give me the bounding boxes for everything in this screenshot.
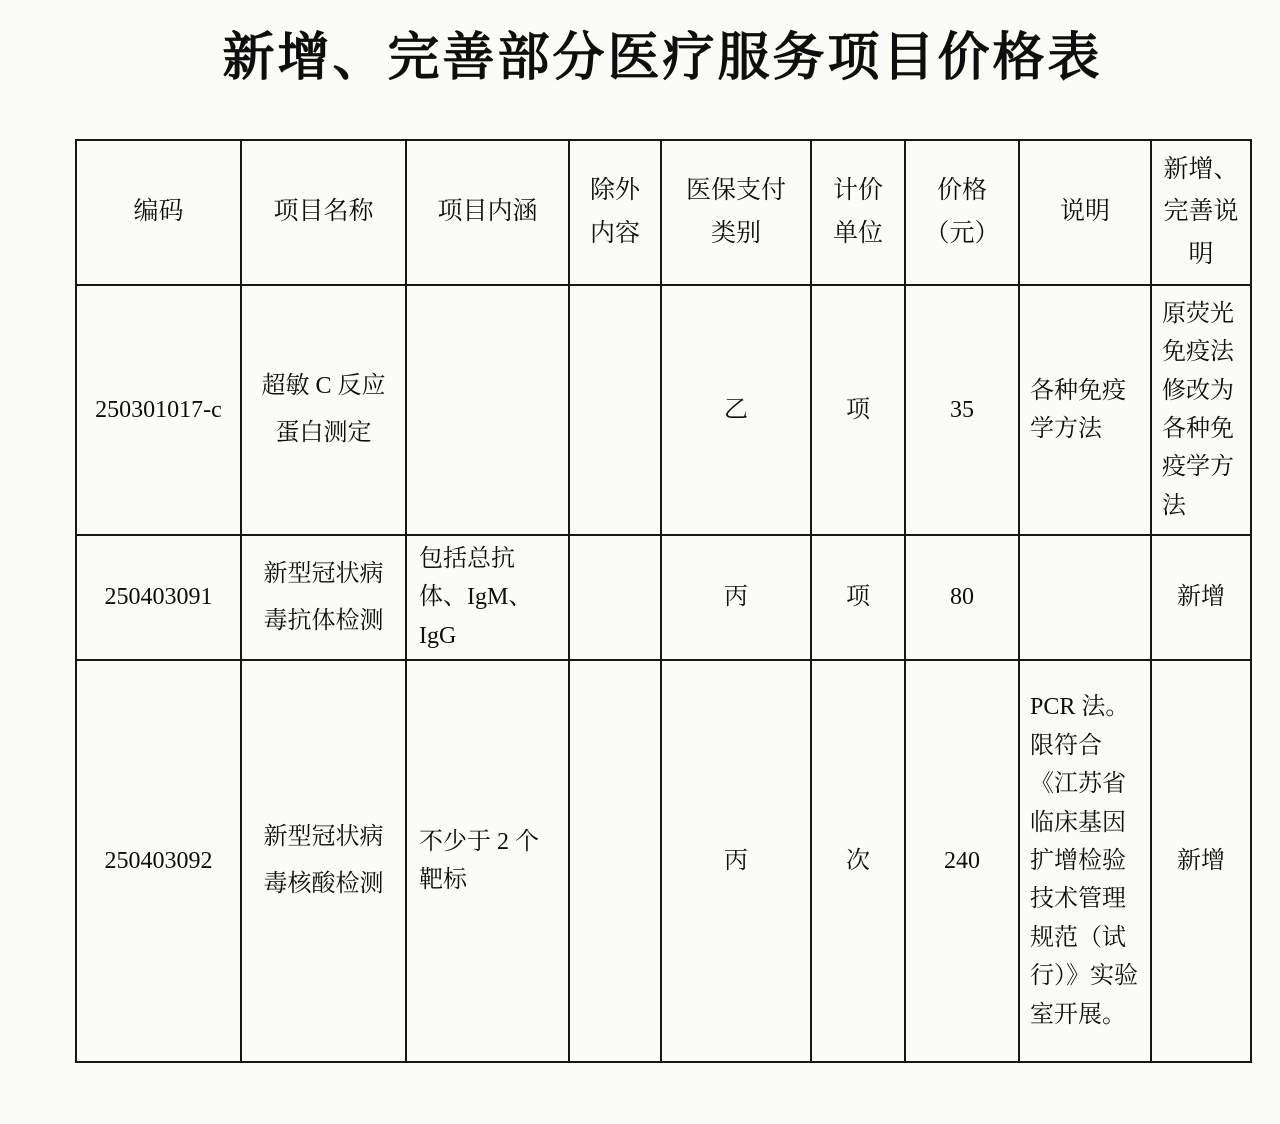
table-header-row [76, 140, 1251, 285]
cell-item-name: 新型冠状病毒抗体检测 [241, 535, 406, 660]
cell-pricing-unit: 项 [811, 285, 905, 535]
table-row [76, 285, 1251, 535]
cell-insurance-category: 乙 [661, 285, 811, 535]
cell-code: 250403092 [76, 660, 241, 1062]
cell-change-notes: 新增 [1151, 660, 1251, 1062]
cell-notes: PCR 法。限符合《江苏省临床基因扩增检验技术管理规范（试行）》实验室开展。 [1019, 660, 1151, 1062]
header-item-name: 项目名称 [241, 140, 406, 285]
cell-price: 35 [905, 285, 1019, 535]
cell-pricing-unit: 次 [811, 660, 905, 1062]
cell-code: 250301017-c [76, 285, 241, 535]
price-table [75, 139, 1252, 1063]
cell-change-notes: 原荧光免疫法修改为各种免疫学方法 [1151, 285, 1251, 535]
header-price-yuan: 价格（元） [905, 140, 1019, 285]
cell-price: 240 [905, 660, 1019, 1062]
header-change-notes: 新增、完善说明 [1151, 140, 1251, 285]
cell-exclusions [569, 660, 661, 1062]
page-title: 新增、完善部分医疗服务项目价格表 [222, 30, 1103, 87]
table-row [76, 535, 1251, 660]
cell-exclusions [569, 285, 661, 535]
header-exclusions: 除外内容 [569, 140, 661, 285]
cell-notes: 各种免疫学方法 [1019, 285, 1151, 535]
cell-notes [1019, 535, 1151, 660]
cell-code: 250403091 [76, 535, 241, 660]
header-notes: 说明 [1019, 140, 1151, 285]
cell-insurance-category: 丙 [661, 660, 811, 1062]
header-pricing-unit: 计价单位 [811, 140, 905, 285]
cell-exclusions [569, 535, 661, 660]
cell-item-name: 新型冠状病毒核酸检测 [241, 660, 406, 1062]
cell-pricing-unit: 项 [811, 535, 905, 660]
cell-item-content: 包括总抗体、IgM、IgG [406, 535, 569, 660]
cell-item-content: 不少于 2 个靶标 [406, 660, 569, 1062]
header-code: 编码 [76, 140, 241, 285]
cell-change-notes: 新增 [1151, 535, 1251, 660]
scanned-document-page [0, 26, 1280, 1063]
cell-item-content [406, 285, 569, 535]
header-item-content: 项目内涵 [406, 140, 569, 285]
table-row [76, 660, 1251, 1062]
header-insurance-category: 医保支付类别 [661, 140, 811, 285]
cell-item-name: 超敏 C 反应蛋白测定 [241, 285, 406, 535]
cell-insurance-category: 丙 [661, 535, 811, 660]
cell-price: 80 [905, 535, 1019, 660]
